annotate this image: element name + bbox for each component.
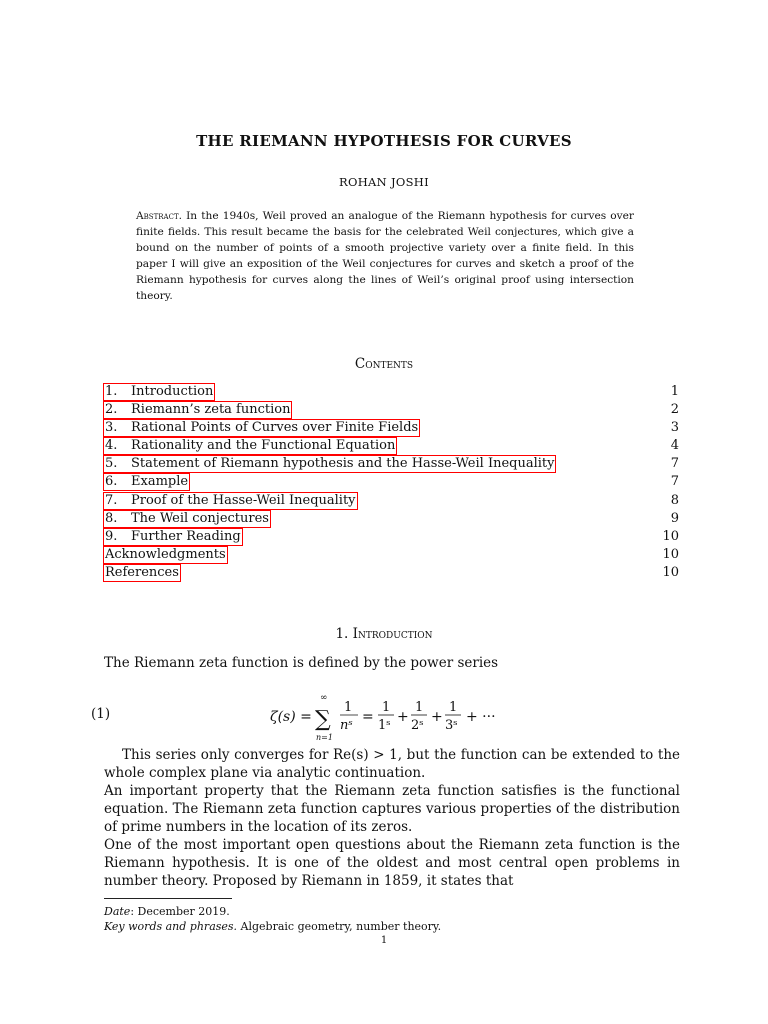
toc-link[interactable]	[103, 564, 181, 582]
equation-tail: + ···	[466, 709, 496, 725]
toc-row	[103, 510, 679, 528]
keywords-value: Algebraic geometry, number theory.	[237, 920, 442, 933]
toc-page-number: 9	[670, 510, 679, 526]
toc-title: Introduction	[131, 384, 214, 399]
toc-page-number: 7	[670, 474, 679, 490]
plus-sign: +	[397, 709, 409, 725]
toc-link[interactable]	[103, 492, 358, 510]
fraction-denominator: 1ˢ	[378, 718, 391, 733]
toc-title: Rationality and the Functional Equation	[131, 438, 396, 454]
toc-title: The Weil conjectures	[131, 510, 269, 526]
toc-title: References	[105, 564, 179, 580]
toc-row	[103, 473, 679, 491]
toc-title: Proof of the Hasse-Weil Inequality	[131, 492, 356, 508]
fraction-denominator: nˢ	[340, 718, 353, 733]
table-of-contents	[103, 383, 679, 582]
fraction-numerator: 1	[449, 700, 458, 715]
footnote-date	[104, 904, 230, 919]
abstract	[136, 209, 634, 304]
toc-page-number: 10	[662, 546, 679, 562]
toc-row	[103, 455, 679, 473]
toc-number: 9.	[105, 528, 118, 544]
paragraph-2: An important property that the Riemann zeta function satisfies is the functional equation. The Riemann zeta function captures various properties of the distribution of prime numbers in the location of its zeros.	[104, 783, 680, 835]
paper-title: THE RIEMANN HYPOTHESIS FOR CURVES	[196, 132, 572, 150]
zeta-equation	[270, 692, 530, 742]
section-title: Introduction	[352, 626, 433, 642]
contents-heading: Contents	[354, 356, 414, 372]
toc-link[interactable]	[103, 455, 556, 473]
toc-page-number: 4	[670, 438, 679, 454]
toc-title: Rational Points of Curves over Finite Fields	[131, 420, 419, 436]
toc-row	[103, 383, 679, 401]
toc-number: 1.	[105, 384, 118, 399]
toc-page-number: 7	[670, 456, 679, 472]
toc-number: 4.	[105, 438, 118, 454]
toc-row	[103, 437, 679, 455]
toc-title: Example	[131, 474, 189, 490]
fraction-denominator: 3ˢ	[445, 718, 458, 733]
toc-row	[103, 492, 679, 510]
sum-lower-limit: n=1	[316, 733, 333, 742]
toc-link[interactable]	[103, 510, 271, 528]
toc-page-number: 10	[662, 528, 679, 544]
toc-number: 6.	[105, 474, 118, 490]
toc-link[interactable]	[103, 473, 190, 491]
toc-link[interactable]	[103, 437, 397, 455]
toc-page-number: 8	[670, 492, 679, 508]
toc-title: Acknowledgments	[105, 546, 226, 562]
abstract-text: In the 1940s, Weil proved an analogue of the Riemann hypothesis for curves over finite fields. This result became the basis for the celebrated Weil conjectures, which give a bound on the number of points of a smooth projective variety over a finite field. In this paper I will give an exposition of the Weil conjectures for curves and sketch a proof of the Riemann hypothesis for curves along the lines of Weil’s original proof using intersection theory.	[136, 210, 634, 302]
toc-page-number: 2	[670, 402, 679, 418]
toc-title: Riemann’s zeta function	[131, 402, 291, 418]
plus-sign: +	[431, 709, 443, 725]
toc-number: 7.	[105, 492, 118, 508]
toc-title: Further Reading	[131, 528, 241, 544]
toc-link[interactable]	[103, 383, 215, 401]
fraction-numerator: 1	[344, 700, 353, 715]
toc-number: 3.	[105, 420, 118, 436]
toc-row	[103, 419, 679, 437]
toc-page-number: 1	[670, 384, 679, 399]
toc-page-number: 3	[670, 420, 679, 436]
footnote-rule	[104, 898, 232, 899]
toc-number: 8.	[105, 510, 118, 526]
fraction-denominator: 2ˢ	[411, 718, 424, 733]
sum-upper-limit: ∞	[320, 693, 328, 703]
toc-page-number: 10	[662, 564, 679, 580]
paper-author: ROHAN JOSHI	[339, 175, 429, 189]
paragraph-3: One of the most important open questions about the Riemann zeta function is the Riemann hypothesis. It is one of the oldest and most central open problems in number theory. Proposed by Riemann in 1859, it states that	[104, 837, 680, 889]
abstract-label: Abstract.	[136, 210, 182, 222]
zeta-equation-svg	[270, 692, 530, 742]
equals-sign: =	[362, 709, 374, 725]
toc-link[interactable]	[103, 546, 228, 564]
section-number: 1.	[335, 626, 349, 642]
date-label: Date	[104, 905, 131, 918]
toc-number: 2.	[105, 402, 118, 418]
footnote-keywords	[104, 919, 441, 934]
keywords-label: Key words and phrases.	[104, 920, 238, 933]
equation-lhs: ζ(s) =	[270, 709, 312, 725]
toc-link[interactable]	[103, 419, 420, 437]
toc-row	[103, 528, 679, 546]
sum-symbol: ∑	[315, 707, 331, 732]
toc-link[interactable]	[103, 401, 292, 419]
intro-sentence: The Riemann zeta function is defined by the power series	[104, 655, 499, 671]
toc-row	[103, 564, 679, 582]
paragraph-1: This series only converges for Re(s) > 1, but the function can be extended to the whole complex plane via analytic continuation.	[104, 747, 680, 781]
toc-link[interactable]	[103, 528, 243, 546]
page-number: 1	[380, 935, 388, 946]
section-heading	[0, 626, 768, 642]
toc-number: 5.	[105, 456, 118, 472]
fraction-numerator: 1	[382, 700, 391, 715]
toc-row	[103, 546, 679, 564]
equation-number: (1)	[91, 706, 111, 722]
date-value: : December 2019.	[130, 905, 230, 918]
toc-row	[103, 401, 679, 419]
toc-title: Statement of Riemann hypothesis and the Hasse-Weil Inequality	[131, 456, 555, 472]
fraction-numerator: 1	[415, 700, 424, 715]
